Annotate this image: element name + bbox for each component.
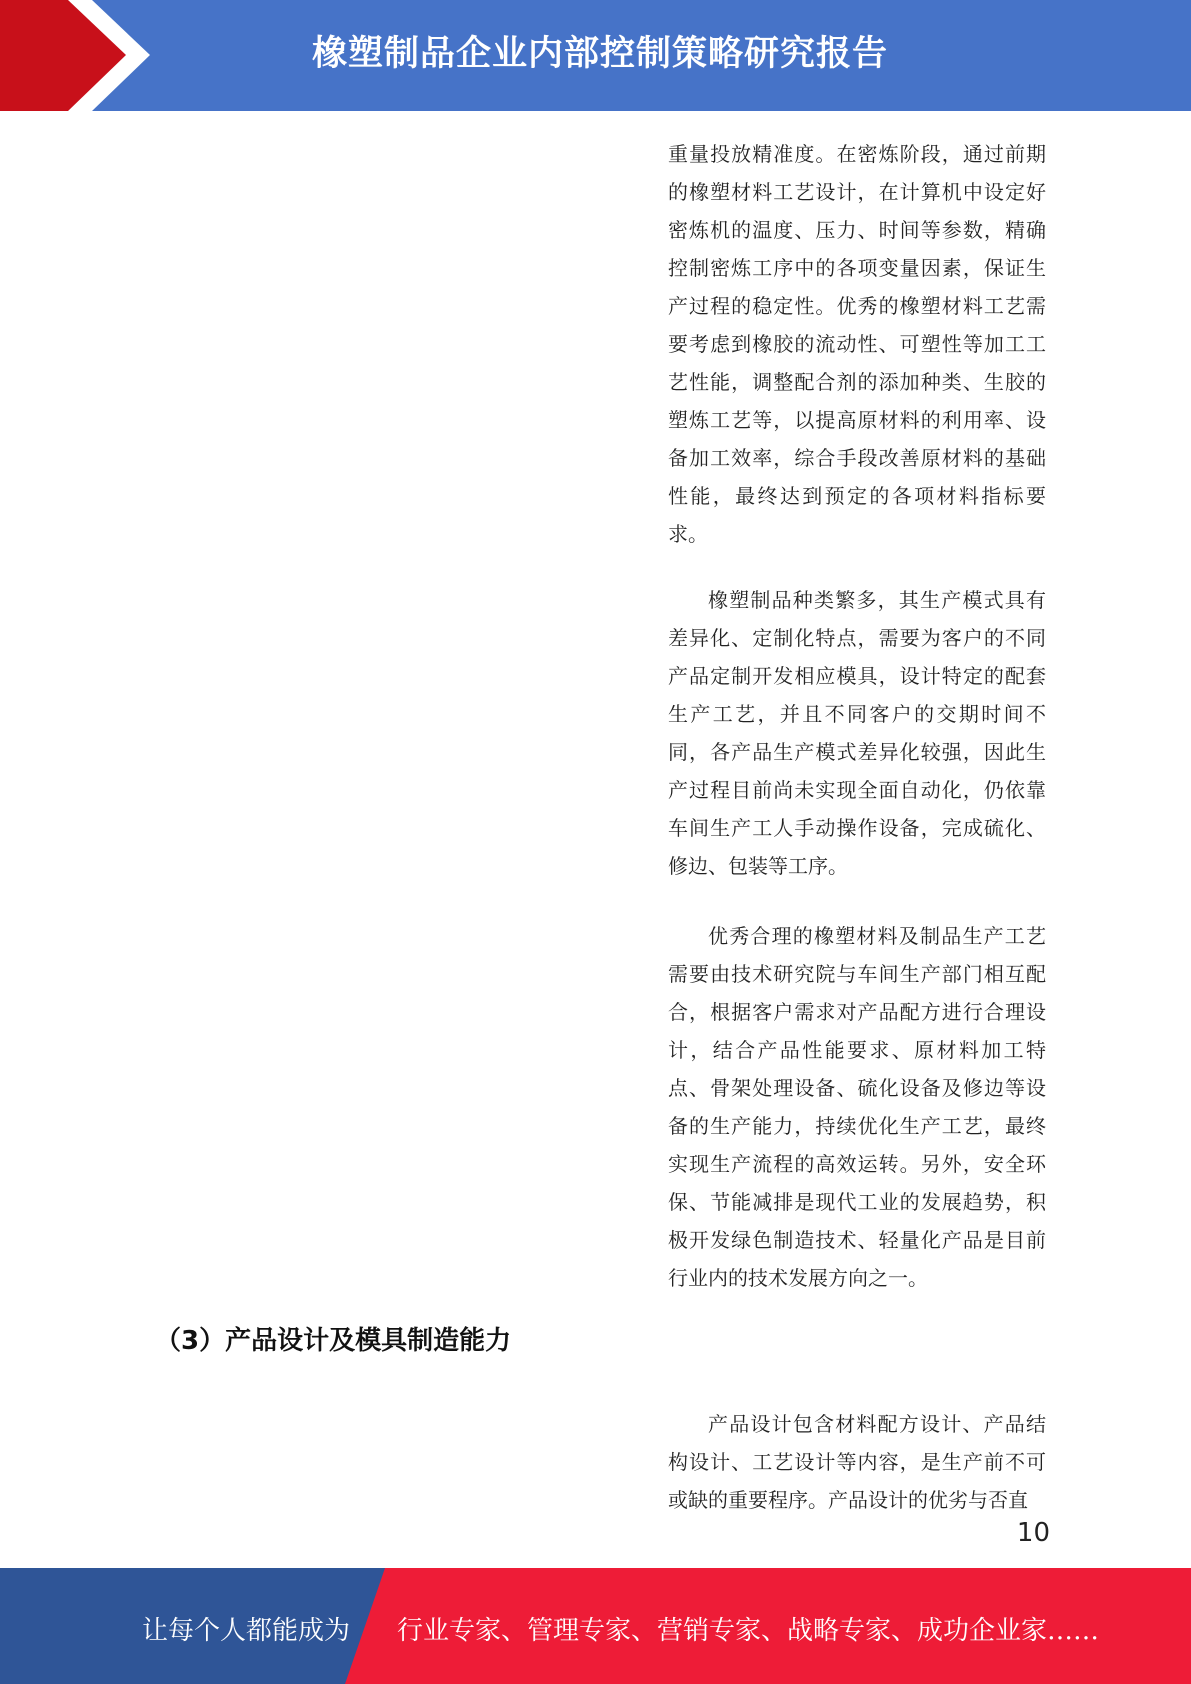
text-block-2 [668, 581, 1046, 885]
text-block-4 [668, 1405, 1046, 1519]
paragraph-3: 优秀合理的橡塑材料及制品生产工艺需要由技术研究院与车间生产部门相互配合，根据客户需求对产品配方进行合理设计，结合产品性能要求、原材料加工特点、骨架处理设备、硫化设备及修边等设备的生产能力，持续优化生产工艺，最终实现生产流程的高效运转。另外，安全环保、节能减排是现代工业的发展趋势，积极开发绿色制造技术、轻量化产品是目前行业内的技术发展方向之一。 [668, 924, 1046, 1290]
paragraph-2: 橡塑制品种类繁多，其生产模式具有差异化、定制化特点，需要为客户的不同产品定制开发相应模具，设计特定的配套生产工艺，并且不同客户的交期时间不同，各产品生产模式差异化较强，因此生产过程目前尚未实现全面自动化，仍依靠车间生产工人手动操作设备，完成硫化、修边、包装等工序。 [668, 588, 1046, 878]
paragraph-4: 产品设计包含材料配方设计、产品结构设计、工艺设计等内容，是生产前不可或缺的重要程序。产品设计的优劣与否直 [668, 1412, 1046, 1512]
paragraph-1: 重量投放精准度。在密炼阶段，通过前期的橡塑材料工艺设计，在计算机中设定好密炼机的温度、压力、时间等参数，精确控制密炼工序中的各项变量因素，保证生产过程的稳定性。优秀的橡塑材料工艺需要考虑到橡胶的流动性、可塑性等加工工艺性能，调整配合剂的添加种类、生胶的塑炼工艺等，以提高原材料的利用率、设备加工效率，综合手段改善原材料的基础性能，最终达到预定的各项材料指标要求。 [668, 142, 1046, 546]
footer-slogan-left: 让每个人都能成为 [142, 1616, 351, 1646]
header-arrow-icon [0, 0, 160, 111]
header-bar [0, 0, 1191, 111]
page-number: 10 [1016, 1518, 1050, 1548]
text-block-3 [668, 917, 1046, 1297]
footer-bar [0, 1568, 1191, 1684]
footer-slogan-right: 行业专家、管理专家、营销专家、战略专家、成功企业家…… [397, 1616, 1100, 1646]
text-block-1 [668, 135, 1046, 553]
section-heading: （3）产品设计及模具制造能力 [155, 1326, 512, 1356]
report-title: 橡塑制品企业内部控制策略研究报告 [311, 34, 888, 74]
